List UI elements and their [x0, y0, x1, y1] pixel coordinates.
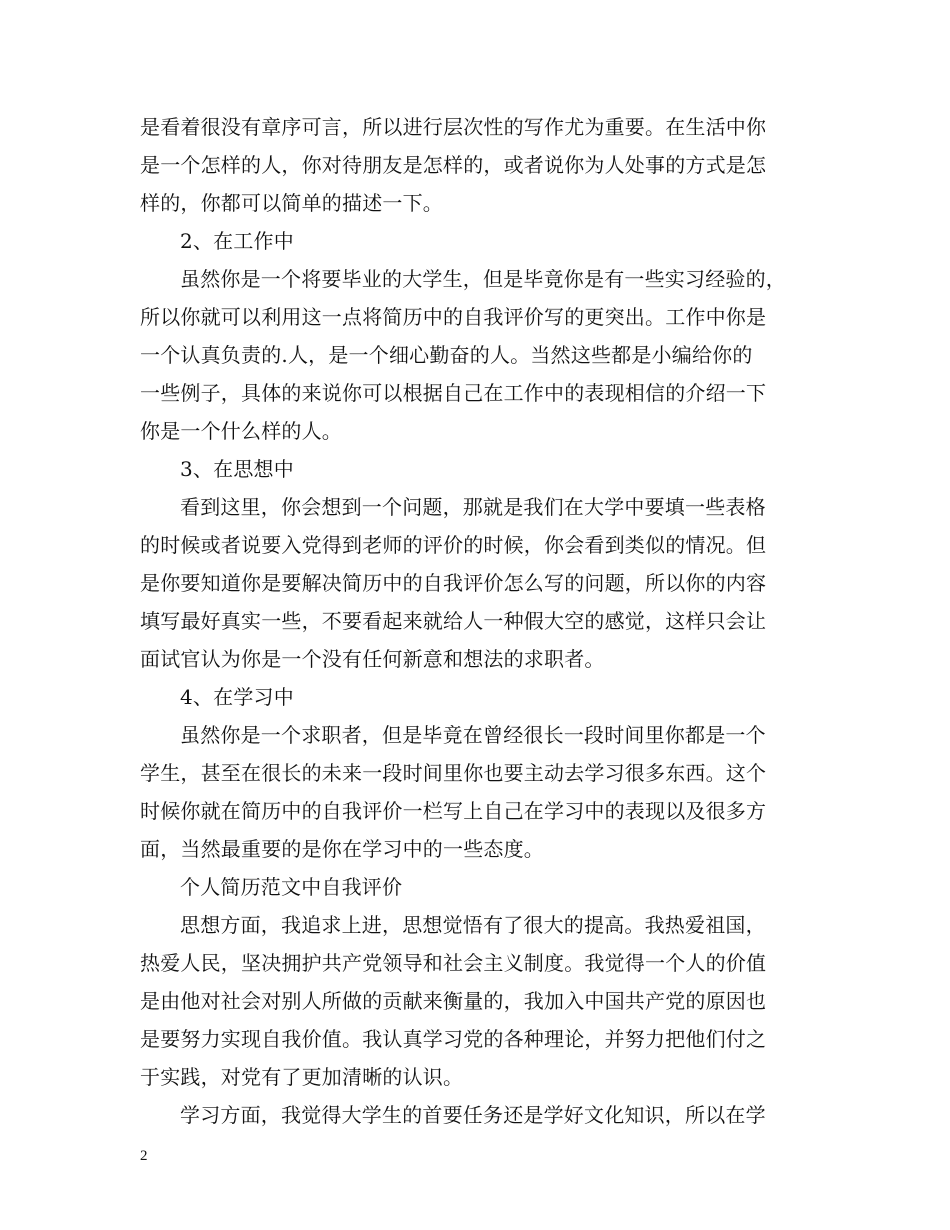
- text-line: 面，当然最重要的是你在学习中的一些态度。: [140, 837, 544, 861]
- text-line: 3、在思想中: [180, 457, 294, 481]
- text-line: 是一个怎样的人，你对待朋友是怎样的，或者说你为人处事的方式是怎: [140, 153, 767, 177]
- text-line: 虽然你是一个求职者，但是毕竟在曾经很长一段时间里你都是一个: [180, 723, 766, 747]
- text-line: 学生，甚至在很长的未来一段时间里你也要主动去学习很多东西。这个: [140, 761, 767, 785]
- text-line: 一些例子，具体的来说你可以根据自己在工作中的表现相信的介绍一下: [140, 381, 767, 405]
- page-number: 2: [140, 1148, 148, 1164]
- text-line: 热爱人民，坚决拥护共产党领导和社会主义制度。我觉得一个人的价值: [140, 951, 767, 975]
- text-line: 于实践，对党有了更加清晰的认识。: [140, 1065, 464, 1089]
- text-line: 思想方面，我追求上进，思想觉悟有了很大的提高。我热爱祖国，: [180, 913, 766, 937]
- text-line: 时候你就在简历中的自我评价一栏写上自己在学习中的表现以及很多方: [140, 799, 767, 823]
- text-line: 一个认真负责的.人，是一个细心勤奋的人。当然这些都是小编给你的: [140, 343, 753, 367]
- text-line: 所以你就可以利用这一点将简历中的自我评价写的更突出。工作中你是: [140, 305, 767, 329]
- text-line: 是要努力实现自我价值。我认真学习党的各种理论，并努力把他们付之: [140, 1027, 767, 1051]
- text-line: 4、在学习中: [180, 685, 294, 709]
- text-line: 填写最好真实一些，不要看起来就给人一种假大空的感觉，这样只会让: [140, 609, 767, 633]
- text-line: 虽然你是一个将要毕业的大学生，但是毕竟你是有一些实习经验的，: [180, 267, 786, 291]
- text-line: 的时候或者说要入党得到老师的评价的时候，你会看到类似的情况。但: [140, 533, 767, 557]
- text-line: 你是一个什么样的人。: [140, 419, 342, 443]
- text-line: 学习方面，我觉得大学生的首要任务还是学好文化知识，所以在学: [180, 1103, 766, 1127]
- text-line: 2、在工作中: [180, 229, 294, 253]
- text-line: 是由他对社会对别人所做的贡献来衡量的，我加入中国共产党的原因也: [140, 989, 767, 1013]
- text-line: 看到这里，你会想到一个问题，那就是我们在大学中要填一些表格: [180, 495, 766, 519]
- text-line: 是看着很没有章序可言，所以进行层次性的写作尤为重要。在生活中你: [140, 115, 767, 139]
- text-line: 样的，你都可以简单的描述一下。: [140, 191, 443, 215]
- text-line: 是你要知道你是要解决简历中的自我评价怎么写的问题，所以你的内容: [140, 571, 767, 595]
- text-line: 个人简历范文中自我评价: [180, 875, 403, 899]
- document-body: [140, 108, 826, 1134]
- text-line: 面试官认为你是一个没有任何新意和想法的求职者。: [140, 647, 605, 671]
